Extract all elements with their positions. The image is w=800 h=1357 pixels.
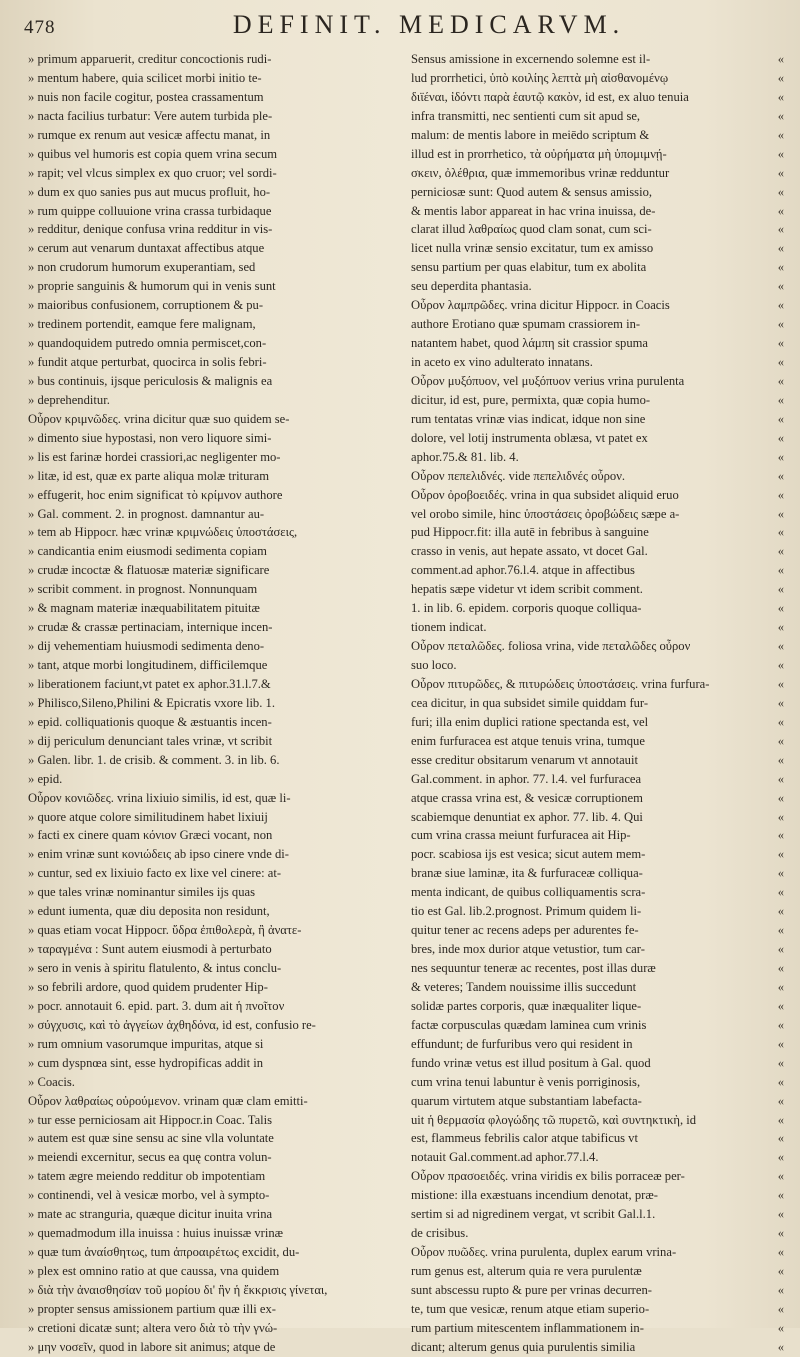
running-title: DEFINIT. MEDICARVM.: [232, 10, 626, 39]
text-line: Οὖρον πρασοειδές. vrina viridis ex bilis porraceæ per- «: [411, 1167, 784, 1186]
text-line: » crudæ & crassæ pertinaciam, internique incen-: [24, 618, 397, 637]
text-line: factæ corpusculas quædam laminea cum vrinis «: [411, 1016, 784, 1035]
text-line: illud est in prorrhetico, τὰ οὐρήματα μὴ ὑπομιμνῄ- «: [411, 145, 784, 164]
text-line: » proprie sanguinis & humorum qui in venis sunt: [24, 277, 397, 296]
text-line: solidæ partes corporis, quæ inæqualiter lique- «: [411, 997, 784, 1016]
text-line: rum partium mitescentem inflammationem in- «: [411, 1319, 784, 1338]
text-line: » quibus vel humoris est copia quem vrina secum: [24, 145, 397, 164]
text-line: mistione: illa exæstuans incendium denotat, præ- «: [411, 1186, 784, 1205]
text-line: quarum virtutem atque substantiam labefacta- «: [411, 1092, 784, 1111]
text-line: Sensus amissione in excernendo solemne est il- «: [411, 50, 784, 69]
text-line: Οὖρον ὀροβοειδές. vrina in qua subsidet aliquid eruo «: [411, 486, 784, 505]
text-line: Gal.comment. in aphor. 77. l.4. vel furfuracea «: [411, 770, 784, 789]
text-line: » meiendi excernitur, secus ea quę contra volun-: [24, 1148, 397, 1167]
text-line: Οὖρον κονιῶδες. vrina lixiuio similis, id est, quæ li-: [28, 790, 291, 805]
text-line: Οὖρον πεπελιδνές. vide πεπελιδνές οὖρον. «: [411, 467, 784, 486]
text-line: est, flammeus febrilis calor atque tabificus vt «: [411, 1129, 784, 1148]
text-line: vel orobo simile, hinc ὑποστάσεις ὀροβώδεις sæpe a- «: [411, 505, 784, 524]
text-line: rum genus est, alterum quia re vera purulentæ «: [411, 1262, 784, 1281]
text-line: » effugerit, hoc enim significat τὸ κρίμνον authore: [24, 486, 397, 505]
text-line: » dij vehementiam huiusmodi sedimenta deno-: [24, 637, 397, 656]
text-line: rum tentatas vrinæ vias indicat, idque non sine «: [411, 410, 784, 429]
text-line: sensu partium per quas elabitur, tum ex abolita «: [411, 258, 784, 277]
text-line: » primum apparuerit, creditur concoctionis rudi-: [24, 50, 397, 69]
text-line: in aceto ex vino adulterato innatans. «: [411, 353, 784, 372]
text-line: esse creditur obsitarum venarum vt annotauit «: [411, 751, 784, 770]
text-line: » cretioni dicatæ sunt; altera vero διὰ τὸ τὴν γνώ-: [24, 1319, 397, 1338]
text-line: nes sequuntur teneræ ac recentes, post illas duræ «: [411, 959, 784, 978]
text-line: branæ siue laminæ, ita & furfuraceæ colliqua- «: [411, 864, 784, 883]
text-line: furi; illa enim duplici ratione spectanda est, vel «: [411, 713, 784, 732]
text-line: » quemadmodum illa inuissa : huius inuissæ vrinæ: [24, 1224, 397, 1243]
text-line: » rum quippe colluuione vrina crassa turbidaque: [24, 202, 397, 221]
text-line: & veteres; Tandem nouissime illis succedunt «: [411, 978, 784, 997]
text-columns: [24, 50, 784, 1354]
text-line: » tur esse perniciosam ait Hippocr.in Coac. Talis: [24, 1111, 397, 1130]
text-line: quitur tener ac recens adeps per adurentes fe- «: [411, 921, 784, 940]
text-line: » dum ex quo sanies pus aut mucus profluit, ho-: [24, 183, 397, 202]
text-line: » fundit atque perturbat, quocirca in solis febri-: [24, 353, 397, 372]
text-line: » quas etiam vocat Hippocr. ὕδρα ἐπιθολερὰ, ἢ ἀνατε-: [24, 921, 397, 940]
text-line: sunt abscessu rupto & pure per vrinas decurren- «: [411, 1281, 784, 1300]
text-line: » & magnam materiæ inæquabilitatem pituitæ: [24, 599, 397, 618]
text-line: de crisibus. «: [411, 1224, 784, 1243]
text-line: » sero in venis à spiritu flatulento, & intus conclu-: [24, 959, 397, 978]
text-line: » quæ tum ἀναίσθητως, tum ἀπροαιρέτως excidit, du-: [24, 1243, 397, 1262]
text-line: hepatis sæpe videtur vt idem scribit comment. «: [411, 580, 784, 599]
text-line: » dimento siue hypostasi, non vero liquore simi-: [24, 429, 397, 448]
text-line: » tredinem portendit, eamque fere malignam,: [24, 315, 397, 334]
text-line: » rapit; vel vlcus simplex ex quo cruor; vel sordi-: [24, 164, 397, 183]
text-line: perniciosæ sunt: Quod autem & sensus amissio, «: [411, 183, 784, 202]
text-line: » bus continuis, ijsque periculosis & malignis ea: [24, 372, 397, 391]
text-line: » lis est farinæ hordei crassiori,ac negligenter mo-: [24, 448, 397, 467]
text-line: clarat illud λαθραίως quod clam sonat, cum sci- «: [411, 220, 784, 239]
text-line: » quore atque colore similitudinem habet lixiuij: [24, 808, 397, 827]
page-number: 478: [24, 17, 56, 38]
text-line: tionem indicat. «: [411, 618, 784, 637]
text-line: authore Erotiano quæ spumam crassiorem in- «: [411, 315, 784, 334]
text-line: licet nulla vrinæ sensio excitatur, tum ex amisso «: [411, 239, 784, 258]
text-line: » Philisco,Sileno,Philini & Epicratis vxore lib. 1.: [24, 694, 397, 713]
text-line: » epid.: [24, 770, 397, 789]
page-header: [24, 10, 776, 46]
text-line: » cum dyspnœa sint, esse hydropificas addit in: [24, 1054, 397, 1073]
text-line: » litæ, id est, quæ ex parte aliqua molæ trituram: [24, 467, 397, 486]
text-line: » dij periculum denunciant tales vrinæ, vt scribit: [24, 732, 397, 751]
text-line: dicitur, id est, pure, permixta, quæ copia humo- «: [411, 391, 784, 410]
text-line: » μην νοσεῖν, quod in labore sit animus; atque de: [24, 1338, 397, 1357]
text-line: » mate ac stranguria, quæque dicitur inuita vrina: [24, 1205, 397, 1224]
text-line: » candicantia enim eiusmodi sedimenta copiam: [24, 542, 397, 561]
text-line: seu deperdita phantasia. «: [411, 277, 784, 296]
text-line: » rumque ex renum aut vesicæ affectu manat, in: [24, 126, 397, 145]
text-line: fundo vrinæ vetus est illud positum à Gal. quod «: [411, 1054, 784, 1073]
text-line: comment.ad aphor.76.l.4. atque in affectibus «: [411, 561, 784, 580]
text-line: » non crudorum humorum exuperantiam, sed: [24, 258, 397, 277]
text-line: enim furfuracea est atque tenuis vrina, tumque «: [411, 732, 784, 751]
text-line: malum: de mentis labore in meiēdo scriptum & «: [411, 126, 784, 145]
text-line: » maioribus confusionem, corruptionem & pu-: [24, 296, 397, 315]
text-line: » διὰ τὴν ἀναισθησίαν τοῦ μορίου δι' ἣν ἡ ἔκκρισις γίνεται,: [24, 1281, 397, 1300]
text-line: » liberationem faciunt,vt patet ex aphor.31.l.7.&: [24, 675, 397, 694]
text-line: Οὖρον πυῶδες. vrina purulenta, duplex earum vrina- «: [411, 1243, 784, 1262]
text-line: διϊέναι, ἰδόντι παρὰ ἑαυτῷ κακὸν, id est, ex aluo tenuia «: [411, 88, 784, 107]
text-line: lud prorrhetici, ὑπὸ κοιλίης λεπτὰ μὴ αἰσθανομένῳ «: [411, 69, 784, 88]
text-line: dicant; alterum genus quia purulentis similia «: [411, 1338, 784, 1357]
text-line: » crudæ incoctæ & flatuosæ materiæ significare: [24, 561, 397, 580]
text-line: » σύγχυσις, καὶ τὸ ἀγγείων ἀχθηδόνα, id est, confusio re-: [24, 1016, 397, 1035]
text-line: σκειν, ὀλέθρια, quæ immemoribus vrinæ redduntur «: [411, 164, 784, 183]
text-line: » autem est quæ sine sensu ac sine vlla voluntate: [24, 1129, 397, 1148]
text-line: » enim vrinæ sunt κονιώδεις ab ipso cinere vnde di-: [24, 845, 397, 864]
text-line: » deprehenditur.: [24, 391, 397, 410]
text-line: » quandoquidem putredo omnia permiscet,con-: [24, 334, 397, 353]
text-line: » mentum habere, quia scilicet morbi initio te-: [24, 69, 397, 88]
text-line: » Coacis.: [24, 1073, 397, 1092]
text-line: bres, inde mox durior atque vetustior, tum car- «: [411, 940, 784, 959]
text-line: cea dicitur, in qua subsidet simile quiddam fur- «: [411, 694, 784, 713]
text-line: Οὖρον πιτυρῶδες, & πιτυρώδεις ὑποστάσεις. vrina furfura- «: [411, 675, 784, 694]
text-line: atque crassa vrina est, & vesicæ corruptionem «: [411, 789, 784, 808]
text-line: » cuntur, sed ex lixiuio facto ex lixe vel cinere: at-: [24, 864, 397, 883]
text-line: » facti ex cinere quam κόνιον Græci vocant, non: [24, 826, 397, 845]
text-line: Οὖρον μυξόπυον, vel μυξόπυον verius vrina purulenta «: [411, 372, 784, 391]
text-line: infra transmitti, nec sentienti cum sit apud se, «: [411, 107, 784, 126]
text-line: » redditur, denique confusa vrina redditur in vis-: [24, 220, 397, 239]
text-line: » nacta facilius turbatur: Vere autem turbida ple-: [24, 107, 397, 126]
text-line: sertim si ad nigredinem vergat, vt scribit Gal.l.1. «: [411, 1205, 784, 1224]
text-line: pocr. scabiosa ijs est vesica; sicut autem mem- «: [411, 845, 784, 864]
text-line: scabiemque denuntiat ex aphor. 77. lib. 4. Qui «: [411, 808, 784, 827]
text-line: » ταραγμένα : Sunt autem eiusmodi à perturbato: [24, 940, 397, 959]
text-line: » so febrili ardore, quod quidem prudenter Hip-: [24, 978, 397, 997]
text-line: Οὖρον λαμπρῶδες. vrina dicitur Hippocr. in Coacis «: [411, 296, 784, 315]
right-column: [411, 50, 784, 1354]
text-line: pud Hippocr.fit: illa autē in febribus à sanguine «: [411, 523, 784, 542]
text-line: effundunt; de furfuribus vero qui resident in «: [411, 1035, 784, 1054]
text-line: » propter sensus amissionem partium quæ illi ex-: [24, 1300, 397, 1319]
text-line: & mentis labor appareat in hac vrina inuissa, de- «: [411, 202, 784, 221]
text-line: cum vrina tenui labuntur è venis porriginosis, «: [411, 1073, 784, 1092]
text-line: » scribit comment. in prognost. Nonnunquam: [24, 580, 397, 599]
text-line: » nuis non facile cogitur, postea crassamentum: [24, 88, 397, 107]
text-line: cum vrina crassa meiunt furfuracea ait Hip- «: [411, 826, 784, 845]
text-line: aphor.75.& 81. lib. 4. «: [411, 448, 784, 467]
text-line: » que tales vrinæ nominantur similes ijs quas: [24, 883, 397, 902]
text-line: notauit Gal.comment.ad aphor.77.l.4. «: [411, 1148, 784, 1167]
text-line: » rum omnium vasorumque impuritas, atque si: [24, 1035, 397, 1054]
text-line: menta indicant, de quibus colliquamentis scra- «: [411, 883, 784, 902]
text-line: uit ἡ θερμασία φλογώδης τῶ πυρετῶ, καὶ συντηκτικὴ, id «: [411, 1111, 784, 1130]
text-line: » Galen. libr. 1. de crisib. & comment. 3. in lib. 6.: [24, 751, 397, 770]
text-line: Οὖρον κριμνῶδες. vrina dicitur quæ suo quidem se-: [28, 411, 290, 426]
text-line: » epid. colliquationis quoque & æstuantis incen-: [24, 713, 397, 732]
text-line: » tant, atque morbi longitudinem, difficilemque: [24, 656, 397, 675]
text-line: » continendi, vel à vesicæ morbo, vel à sympto-: [24, 1186, 397, 1205]
text-line: » tem ab Hippocr. hæc vrinæ κριμνώδεις ὑποστάσεις,: [24, 523, 397, 542]
text-line: » cerum aut venarum duntaxat affectibus atque: [24, 239, 397, 258]
text-line: te, tum que vesicæ, renum atque etiam superio- «: [411, 1300, 784, 1319]
text-line: » pocr. annotauit 6. epid. part. 3. dum ait ἡ πνοῖτον: [24, 997, 397, 1016]
text-line: natantem habet, quod λάμπη sit crassior spuma «: [411, 334, 784, 353]
text-line: suo loco. «: [411, 656, 784, 675]
text-line: » Gal. comment. 2. in prognost. damnantur au-: [24, 505, 397, 524]
text-line: » tatem ægre meiendo redditur ob impotentiam: [24, 1167, 397, 1186]
text-line: Οὖρον πεταλῶδες. foliosa vrina, vide πεταλῶδες οὖρον «: [411, 637, 784, 656]
text-line: Οὖρον λαθραίως οὐρούμενον. vrinam quæ clam emitti-: [28, 1093, 308, 1108]
text-line: » edunt iumenta, quæ diu deposita non residunt,: [24, 902, 397, 921]
text-line: 1. in lib. 6. epidem. corporis quoque colliqua- «: [411, 599, 784, 618]
text-line: tio est Gal. lib.2.prognost. Primum quidem li- «: [411, 902, 784, 921]
left-column: [24, 50, 397, 1354]
text-line: crasso in venis, aut hepate assato, vt docet Gal. «: [411, 542, 784, 561]
text-line: » plex est omnino ratio at que caussa, vna quidem: [24, 1262, 397, 1281]
text-line: dolore, vel lotij instrumenta oblæsa, vt patet ex «: [411, 429, 784, 448]
